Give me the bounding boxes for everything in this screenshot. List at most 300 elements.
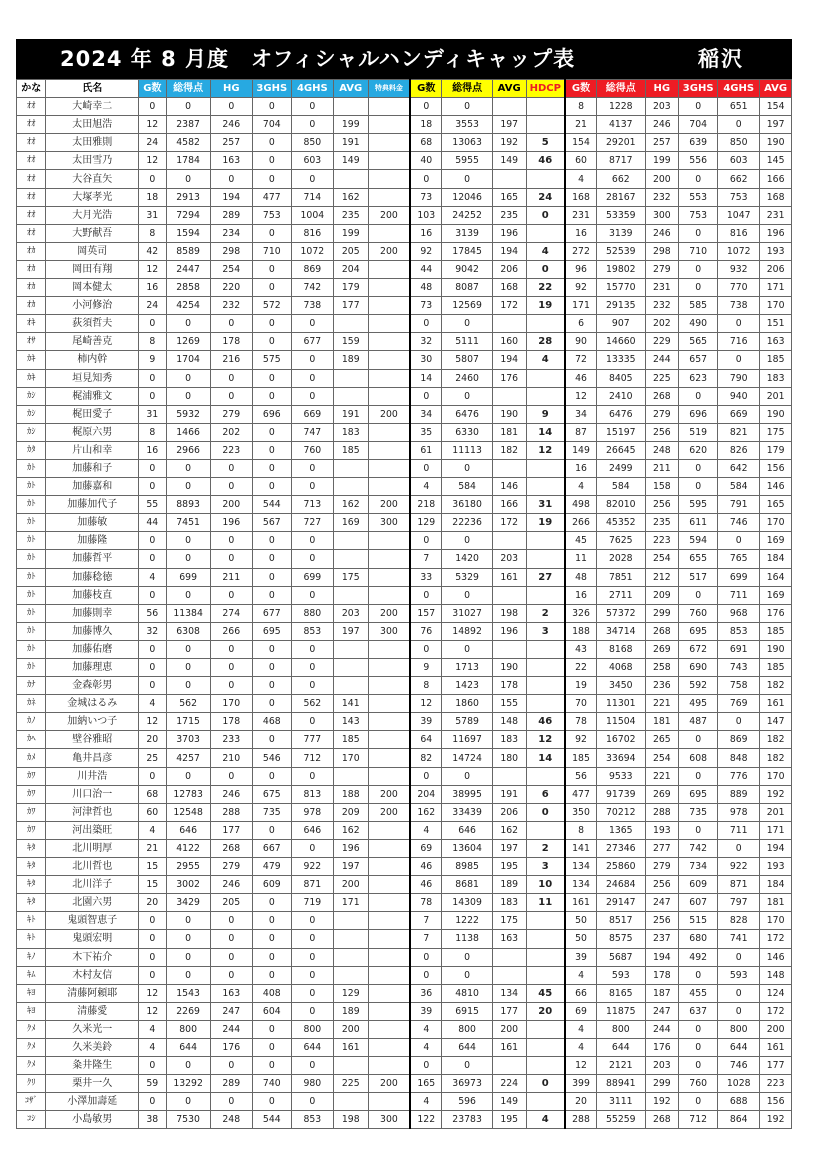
table-cell: 746 bbox=[718, 514, 760, 532]
table-cell: 12 bbox=[139, 260, 166, 278]
table-cell: 36 bbox=[410, 984, 442, 1002]
table-cell: 0 bbox=[291, 478, 333, 496]
table-cell: 740 bbox=[252, 1075, 291, 1093]
table-cell: 0 bbox=[291, 369, 333, 387]
table-cell: 572 bbox=[252, 297, 291, 315]
table-cell: 556 bbox=[679, 152, 718, 170]
kana-cell: ｵｵ bbox=[17, 206, 46, 224]
table-row bbox=[17, 387, 792, 405]
table-cell: 4 bbox=[410, 1093, 442, 1111]
table-cell: 651 bbox=[718, 98, 760, 116]
table-cell: 134 bbox=[492, 984, 526, 1002]
table-cell: 743 bbox=[718, 659, 760, 677]
table-cell: 73 bbox=[410, 188, 442, 206]
table-cell: 254 bbox=[210, 260, 252, 278]
table-cell: 0 bbox=[210, 387, 252, 405]
name-cell: 木下祐介 bbox=[46, 948, 139, 966]
table-cell: 92 bbox=[565, 731, 597, 749]
table-cell: 171 bbox=[333, 894, 368, 912]
table-cell: 225 bbox=[333, 1075, 368, 1093]
table-cell: 0 bbox=[718, 1002, 760, 1020]
name-cell: 加藤枝直 bbox=[46, 586, 139, 604]
name-cell: 大崎幸二 bbox=[46, 98, 139, 116]
table-cell: 4 bbox=[565, 478, 597, 496]
table-cell: 584 bbox=[597, 478, 645, 496]
table-cell: 1072 bbox=[718, 242, 760, 260]
table-cell: 244 bbox=[210, 1020, 252, 1038]
table-cell: 24684 bbox=[597, 876, 645, 894]
table-cell: 0 bbox=[252, 767, 291, 785]
hdcp-cell: 10 bbox=[526, 876, 565, 894]
table-cell: 279 bbox=[210, 405, 252, 423]
table-cell: 0 bbox=[291, 713, 333, 731]
table-cell: 20 bbox=[139, 894, 166, 912]
table-cell: 279 bbox=[645, 405, 679, 423]
table-cell: 0 bbox=[410, 315, 442, 333]
table-cell bbox=[492, 640, 526, 658]
table-cell: 34 bbox=[565, 405, 597, 423]
table-cell: 200 bbox=[760, 1020, 792, 1038]
table-cell: 646 bbox=[291, 821, 333, 839]
table-cell: 29135 bbox=[597, 297, 645, 315]
table-row bbox=[17, 116, 792, 134]
table-cell: 172 bbox=[492, 514, 526, 532]
table-cell: 96 bbox=[565, 260, 597, 278]
table-cell: 8 bbox=[139, 224, 166, 242]
table-cell: 669 bbox=[718, 405, 760, 423]
table-cell: 192 bbox=[492, 134, 526, 152]
hdcp-cell bbox=[526, 459, 565, 477]
table-cell: 1138 bbox=[442, 930, 493, 948]
table-cell: 0 bbox=[679, 586, 718, 604]
table-cell: 544 bbox=[252, 496, 291, 514]
table-cell: 46 bbox=[565, 369, 597, 387]
table-cell: 189 bbox=[492, 876, 526, 894]
kana-cell: ｷﾀ bbox=[17, 894, 46, 912]
table-cell: 234 bbox=[210, 224, 252, 242]
table-cell: 64 bbox=[410, 731, 442, 749]
table-row bbox=[17, 568, 792, 586]
table-cell: 185 bbox=[760, 622, 792, 640]
table-cell: 196 bbox=[492, 224, 526, 242]
table-cell: 1423 bbox=[442, 677, 493, 695]
kana-cell: ｵｶ bbox=[17, 297, 46, 315]
table-cell: 657 bbox=[679, 351, 718, 369]
table-row bbox=[17, 586, 792, 604]
table-cell: 16 bbox=[139, 441, 166, 459]
table-cell: 0 bbox=[442, 948, 493, 966]
table-cell: 13335 bbox=[597, 351, 645, 369]
table-cell: 190 bbox=[760, 640, 792, 658]
table-cell: 233 bbox=[210, 731, 252, 749]
table-cell: 166 bbox=[760, 170, 792, 188]
table-cell: 225 bbox=[645, 369, 679, 387]
table-cell: 21 bbox=[139, 839, 166, 857]
table-cell: 199 bbox=[333, 116, 368, 134]
table-cell: 6915 bbox=[442, 1002, 493, 1020]
table-cell: 197 bbox=[333, 858, 368, 876]
table-cell bbox=[368, 713, 410, 731]
name-cell: 加藤敏 bbox=[46, 514, 139, 532]
table-cell: 168 bbox=[565, 188, 597, 206]
name-cell: 垣見知秀 bbox=[46, 369, 139, 387]
table-cell bbox=[368, 948, 410, 966]
table-cell: 188 bbox=[565, 622, 597, 640]
table-cell bbox=[368, 152, 410, 170]
table-cell: 0 bbox=[210, 315, 252, 333]
hdcp-cell: 0 bbox=[526, 206, 565, 224]
table-cell: 29147 bbox=[597, 894, 645, 912]
table-cell: 0 bbox=[252, 586, 291, 604]
table-cell: 519 bbox=[679, 423, 718, 441]
name-cell: 加藤哲平 bbox=[46, 550, 139, 568]
table-cell: 269 bbox=[645, 640, 679, 658]
table-row bbox=[17, 677, 792, 695]
table-cell: 940 bbox=[718, 387, 760, 405]
table-cell: 156 bbox=[760, 459, 792, 477]
table-cell: 151 bbox=[760, 315, 792, 333]
table-cell: 87 bbox=[565, 423, 597, 441]
table-row bbox=[17, 659, 792, 677]
table-cell: 517 bbox=[679, 568, 718, 586]
table-cell: 184 bbox=[760, 876, 792, 894]
table-cell bbox=[368, 98, 410, 116]
hdcp-cell bbox=[526, 315, 565, 333]
table-cell: 655 bbox=[679, 550, 718, 568]
hdcp-cell bbox=[526, 1057, 565, 1075]
table-cell: 162 bbox=[333, 496, 368, 514]
hdcp-cell bbox=[526, 550, 565, 568]
table-cell: 495 bbox=[679, 695, 718, 713]
table-cell: 869 bbox=[718, 731, 760, 749]
table-cell: 231 bbox=[645, 279, 679, 297]
table-cell: 209 bbox=[333, 803, 368, 821]
table-cell: 200 bbox=[645, 170, 679, 188]
table-row bbox=[17, 876, 792, 894]
table-cell: 279 bbox=[645, 260, 679, 278]
table-cell: 0 bbox=[252, 224, 291, 242]
kana-cell: ｶｷ bbox=[17, 369, 46, 387]
table-cell: 20 bbox=[565, 1093, 597, 1111]
table-cell: 55259 bbox=[597, 1111, 645, 1129]
table-cell: 0 bbox=[139, 640, 166, 658]
table-cell: 200 bbox=[368, 604, 410, 622]
table-cell: 704 bbox=[679, 116, 718, 134]
table-cell: 31 bbox=[139, 206, 166, 224]
table-cell: 181 bbox=[492, 423, 526, 441]
table-cell: 14892 bbox=[442, 622, 493, 640]
name-cell: 小島敏男 bbox=[46, 1111, 139, 1129]
table-cell: 158 bbox=[645, 478, 679, 496]
header-cell: AVG bbox=[760, 80, 792, 98]
table-cell: 56 bbox=[565, 767, 597, 785]
table-cell: 279 bbox=[645, 858, 679, 876]
table-cell: 790 bbox=[718, 369, 760, 387]
table-cell: 0 bbox=[252, 677, 291, 695]
table-cell: 11875 bbox=[597, 1002, 645, 1020]
table-cell: 603 bbox=[291, 152, 333, 170]
table-cell: 492 bbox=[679, 948, 718, 966]
table-cell: 596 bbox=[442, 1093, 493, 1111]
table-cell: 0 bbox=[679, 98, 718, 116]
table-cell: 179 bbox=[333, 279, 368, 297]
kana-cell: ｷﾑ bbox=[17, 966, 46, 984]
table-cell: 43 bbox=[565, 640, 597, 658]
table-cell: 194 bbox=[760, 839, 792, 857]
table-cell: 12569 bbox=[442, 297, 493, 315]
table-cell: 182 bbox=[760, 749, 792, 767]
kana-cell: ｵｻ bbox=[17, 333, 46, 351]
table-cell: 0 bbox=[442, 640, 493, 658]
table-cell: 0 bbox=[291, 98, 333, 116]
table-cell: 40 bbox=[410, 152, 442, 170]
table-cell: 0 bbox=[210, 550, 252, 568]
table-cell: 4 bbox=[410, 478, 442, 496]
table-cell: 0 bbox=[252, 279, 291, 297]
table-cell: 9533 bbox=[597, 767, 645, 785]
header-cell: 総得点 bbox=[442, 80, 493, 98]
table-cell: 0 bbox=[442, 966, 493, 984]
table-cell: 200 bbox=[492, 1020, 526, 1038]
hdcp-cell bbox=[526, 1020, 565, 1038]
table-cell: 14309 bbox=[442, 894, 493, 912]
kana-cell: ｷﾀ bbox=[17, 858, 46, 876]
table-cell: 25 bbox=[139, 749, 166, 767]
table-cell: 0 bbox=[679, 224, 718, 242]
table-row bbox=[17, 514, 792, 532]
table-cell: 0 bbox=[139, 1057, 166, 1075]
header-cell: 特典料金 bbox=[368, 80, 410, 98]
hdcp-cell bbox=[526, 586, 565, 604]
table-cell: 0 bbox=[166, 387, 210, 405]
table-cell: 200 bbox=[368, 803, 410, 821]
hdcp-cell: 0 bbox=[526, 803, 565, 821]
table-cell: 0 bbox=[718, 839, 760, 857]
table-cell bbox=[368, 749, 410, 767]
table-cell: 299 bbox=[645, 1075, 679, 1093]
table-cell: 711 bbox=[718, 586, 760, 604]
table-cell: 15770 bbox=[597, 279, 645, 297]
name-cell: 加藤嘉和 bbox=[46, 478, 139, 496]
table-cell: 0 bbox=[139, 532, 166, 550]
table-cell: 704 bbox=[252, 116, 291, 134]
table-cell: 24 bbox=[139, 134, 166, 152]
table-cell: 0 bbox=[210, 98, 252, 116]
table-cell: 562 bbox=[166, 695, 210, 713]
table-cell: 0 bbox=[410, 1057, 442, 1075]
table-cell: 203 bbox=[645, 1057, 679, 1075]
table-cell bbox=[368, 188, 410, 206]
table-cell: 0 bbox=[252, 423, 291, 441]
table-cell: 0 bbox=[166, 677, 210, 695]
table-cell: 850 bbox=[291, 134, 333, 152]
table-cell: 5807 bbox=[442, 351, 493, 369]
table-cell bbox=[368, 1002, 410, 1020]
table-cell: 161 bbox=[760, 695, 792, 713]
table-cell: 0 bbox=[166, 459, 210, 477]
table-cell bbox=[368, 586, 410, 604]
header-cell: 4GHS bbox=[718, 80, 760, 98]
table-cell: 22 bbox=[565, 659, 597, 677]
table-cell: 813 bbox=[291, 785, 333, 803]
table-cell: 184 bbox=[760, 550, 792, 568]
table-cell: 27346 bbox=[597, 839, 645, 857]
kana-cell: ｶﾀ bbox=[17, 441, 46, 459]
table-cell: 69 bbox=[410, 839, 442, 857]
table-cell bbox=[368, 459, 410, 477]
table-cell: 6 bbox=[565, 315, 597, 333]
table-cell bbox=[368, 858, 410, 876]
table-cell bbox=[492, 170, 526, 188]
table-cell: 0 bbox=[252, 966, 291, 984]
table-cell bbox=[492, 459, 526, 477]
table-cell bbox=[368, 1057, 410, 1075]
name-cell: 久米美鈴 bbox=[46, 1038, 139, 1056]
table-cell: 300 bbox=[368, 622, 410, 640]
table-cell bbox=[333, 948, 368, 966]
table-row bbox=[17, 984, 792, 1002]
table-cell: 19 bbox=[565, 677, 597, 695]
table-cell: 33694 bbox=[597, 749, 645, 767]
table-cell bbox=[368, 550, 410, 568]
table-cell: 800 bbox=[442, 1020, 493, 1038]
kana-cell: ｵｵ bbox=[17, 98, 46, 116]
table-row bbox=[17, 948, 792, 966]
table-cell: 797 bbox=[718, 894, 760, 912]
table-cell: 149 bbox=[333, 152, 368, 170]
table-cell: 161 bbox=[492, 568, 526, 586]
table-cell: 28167 bbox=[597, 188, 645, 206]
table-cell: 200 bbox=[210, 496, 252, 514]
kana-cell: ｶﾄ bbox=[17, 622, 46, 640]
table-cell: 8 bbox=[139, 333, 166, 351]
table-cell: 742 bbox=[291, 279, 333, 297]
hdcp-cell: 31 bbox=[526, 496, 565, 514]
table-row bbox=[17, 224, 792, 242]
table-cell: 978 bbox=[291, 803, 333, 821]
kana-cell: ｶﾄ bbox=[17, 514, 46, 532]
table-cell: 200 bbox=[333, 1020, 368, 1038]
hdcp-cell bbox=[526, 478, 565, 496]
table-cell: 196 bbox=[210, 514, 252, 532]
table-cell: 11504 bbox=[597, 713, 645, 731]
table-cell: 300 bbox=[645, 206, 679, 224]
table-cell bbox=[368, 894, 410, 912]
table-cell: 288 bbox=[210, 803, 252, 821]
table-cell bbox=[368, 930, 410, 948]
table-cell: 611 bbox=[679, 514, 718, 532]
name-cell: 河出築旺 bbox=[46, 821, 139, 839]
table-cell: 55 bbox=[139, 496, 166, 514]
header-cell: 総得点 bbox=[597, 80, 645, 98]
table-cell: 609 bbox=[252, 876, 291, 894]
hdcp-cell: 24 bbox=[526, 188, 565, 206]
hdcp-cell bbox=[526, 640, 565, 658]
table-cell: 256 bbox=[645, 423, 679, 441]
table-row bbox=[17, 333, 792, 351]
table-row bbox=[17, 1093, 792, 1111]
table-cell: 0 bbox=[139, 98, 166, 116]
table-cell: 0 bbox=[252, 387, 291, 405]
table-cell: 0 bbox=[252, 1020, 291, 1038]
table-cell: 0 bbox=[291, 532, 333, 550]
table-cell: 221 bbox=[645, 767, 679, 785]
table-row bbox=[17, 1075, 792, 1093]
table-cell: 146 bbox=[492, 478, 526, 496]
table-cell: 246 bbox=[210, 876, 252, 894]
table-cell: 12 bbox=[139, 152, 166, 170]
table-cell: 776 bbox=[718, 767, 760, 785]
table-cell bbox=[368, 876, 410, 894]
table-cell: 201 bbox=[760, 803, 792, 821]
table-cell: 180 bbox=[492, 749, 526, 767]
hdcp-cell: 4 bbox=[526, 351, 565, 369]
table-cell: 1704 bbox=[166, 351, 210, 369]
table-cell: 206 bbox=[760, 260, 792, 278]
table-cell: 828 bbox=[718, 912, 760, 930]
table-cell: 182 bbox=[760, 677, 792, 695]
table-cell: 182 bbox=[760, 731, 792, 749]
table-cell: 0 bbox=[679, 1057, 718, 1075]
name-cell: 尾崎善克 bbox=[46, 333, 139, 351]
table-row bbox=[17, 550, 792, 568]
header-cell: 総得点 bbox=[166, 80, 210, 98]
table-cell: 0 bbox=[442, 586, 493, 604]
table-cell: 0 bbox=[210, 912, 252, 930]
table-cell: 35 bbox=[410, 423, 442, 441]
table-row bbox=[17, 351, 792, 369]
table-cell: 0 bbox=[252, 912, 291, 930]
table-cell: 169 bbox=[760, 532, 792, 550]
table-cell: 134 bbox=[565, 858, 597, 876]
table-cell: 0 bbox=[252, 821, 291, 839]
table-cell: 159 bbox=[333, 333, 368, 351]
table-cell: 12046 bbox=[442, 188, 493, 206]
table-cell: 175 bbox=[760, 423, 792, 441]
table-cell: 266 bbox=[210, 622, 252, 640]
table-cell: 7451 bbox=[166, 514, 210, 532]
header-cell: 4GHS bbox=[291, 80, 333, 98]
table-cell: 53359 bbox=[597, 206, 645, 224]
table-cell: 265 bbox=[645, 731, 679, 749]
table-cell: 198 bbox=[333, 1111, 368, 1129]
table-cell: 667 bbox=[252, 839, 291, 857]
table-cell: 45352 bbox=[597, 514, 645, 532]
table-cell: 172 bbox=[492, 297, 526, 315]
table-cell: 9 bbox=[410, 659, 442, 677]
table-cell: 0 bbox=[291, 550, 333, 568]
table-cell: 163 bbox=[492, 930, 526, 948]
hdcp-cell: 27 bbox=[526, 568, 565, 586]
kana-cell: ｵｶ bbox=[17, 279, 46, 297]
table-cell: 592 bbox=[679, 677, 718, 695]
kana-cell: ｶﾜ bbox=[17, 785, 46, 803]
table-cell: 183 bbox=[492, 731, 526, 749]
table-cell bbox=[492, 948, 526, 966]
table-cell: 92 bbox=[410, 242, 442, 260]
table-cell: 34 bbox=[410, 405, 442, 423]
name-cell: 栗井一久 bbox=[46, 1075, 139, 1093]
table-cell: 646 bbox=[166, 821, 210, 839]
table-cell: 696 bbox=[679, 405, 718, 423]
hdcp-cell: 20 bbox=[526, 1002, 565, 1020]
table-cell: 244 bbox=[645, 351, 679, 369]
table-cell: 50 bbox=[565, 912, 597, 930]
kana-cell: ｵｵ bbox=[17, 170, 46, 188]
name-cell: 片山和幸 bbox=[46, 441, 139, 459]
hdcp-cell bbox=[526, 659, 565, 677]
table-cell: 196 bbox=[492, 622, 526, 640]
